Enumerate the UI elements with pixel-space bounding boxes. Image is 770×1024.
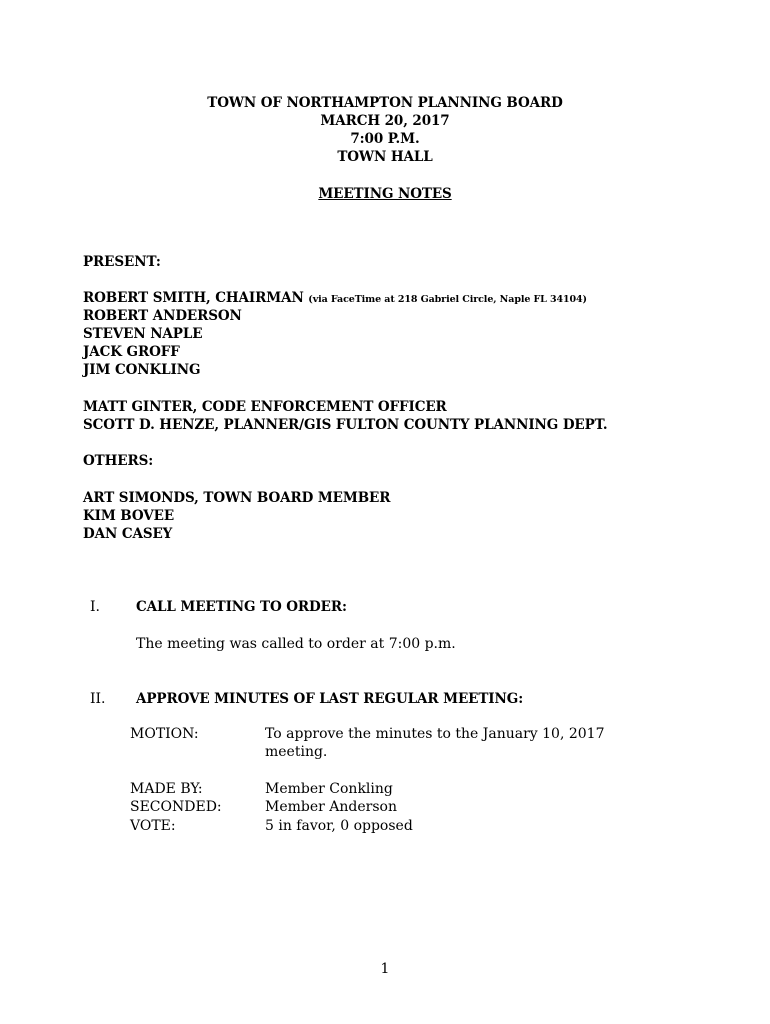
section-1-title: CALL MEETING TO ORDER:	[136, 599, 347, 615]
motion-label: MOTION:	[130, 726, 199, 742]
other-name: ART SIMONDS, TOWN BOARD MEMBER	[83, 490, 391, 506]
seconded-label: SECONDED:	[130, 799, 222, 815]
made-by-value: Member Conkling	[265, 781, 393, 797]
header-time: 7:00 P.M.	[350, 131, 420, 147]
others-heading: OTHERS:	[83, 453, 154, 469]
chair-note: (via FaceTime at 218 Gabriel Circle, Naple FL 34104)	[308, 294, 587, 305]
member-name: STEVEN NAPLE	[83, 326, 203, 342]
header-location: TOWN HALL	[337, 149, 433, 165]
section-2-numeral: II.	[90, 691, 106, 707]
member-name: ROBERT ANDERSON	[83, 308, 242, 324]
member-name: JACK GROFF	[83, 344, 180, 360]
chair-line	[83, 289, 587, 309]
staff-name: MATT GINTER, CODE ENFORCEMENT OFFICER	[83, 399, 447, 415]
staff-name: SCOTT D. HENZE, PLANNER/GIS FULTON COUNTY PLANNING DEPT.	[83, 417, 608, 433]
seconded-value: Member Anderson	[265, 799, 397, 815]
section-1-numeral: I.	[90, 599, 100, 615]
vote-label: VOTE:	[130, 818, 176, 834]
chair-name: ROBERT SMITH, CHAIRMAN	[83, 290, 304, 306]
meeting-notes-title: MEETING NOTES	[318, 186, 452, 202]
page-number: 1	[380, 961, 390, 977]
section-1-text: The meeting was called to order at 7:00 p.m.	[136, 636, 456, 652]
notes-title-row	[0, 185, 770, 203]
motion-text-line-1: To approve the minutes to the January 10, 2017	[265, 726, 605, 742]
header-title: TOWN OF NORTHAMPTON PLANNING BOARD	[207, 95, 563, 111]
vote-value: 5 in favor, 0 opposed	[265, 818, 413, 834]
motion-text-line-2: meeting.	[265, 744, 328, 760]
header-date: MARCH 20, 2017	[320, 113, 450, 129]
member-name: JIM CONKLING	[83, 362, 201, 378]
other-name: DAN CASEY	[83, 526, 173, 542]
other-name: KIM BOVEE	[83, 508, 175, 524]
present-heading: PRESENT:	[83, 254, 161, 270]
section-2-title: APPROVE MINUTES OF LAST REGULAR MEETING:	[136, 691, 524, 707]
made-by-label: MADE BY:	[130, 781, 203, 797]
